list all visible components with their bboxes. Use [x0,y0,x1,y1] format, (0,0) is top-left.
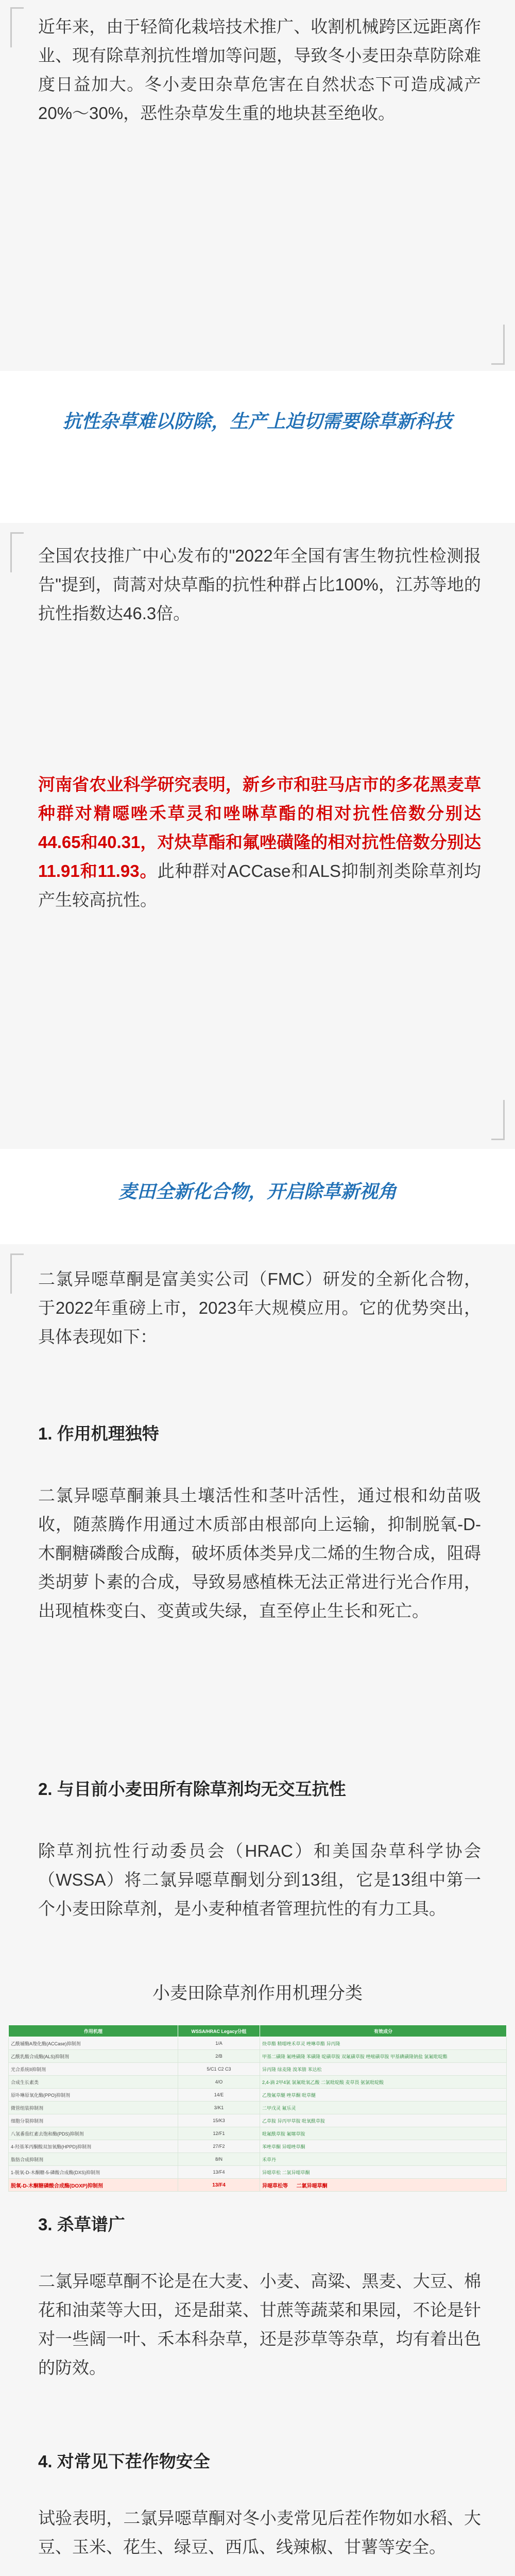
table-cell-actives: 甲基二磺隆 氟唑磺隆 苯磺隆 啶磺草胺 双氟磺草胺 唑嘧磺草胺 甲基碘磺隆钠盐 氯氟吡啶酯 [260,2050,507,2063]
table-cell-actives: 二甲戊灵 氟乐灵 [260,2102,507,2114]
resistance-rest-text: 此种群对ACCase和ALS抑制剂类除草剂均产生较高抗性。 [38,861,481,909]
table-cell-code: 12/F1 [178,2127,260,2140]
section-title-2-text: 麦田全新化合物，开启除草新视角 [118,1181,397,1202]
table-cell-mode: 乙酰辅酶A羧化酶(ACCase)抑制剂 [9,2037,178,2050]
table-footer-note-1: 异噁草松等 [262,2183,288,2189]
table-cell-code: 5/C1 C2 C3 [178,2063,260,2076]
feature-paragraph-4: 试验表明，二氯异噁草酮对冬小麦常见后茬作物如水稻、大豆、玉米、花生、绿豆、西瓜、线辣椒、甘薯等安全。 [38,2509,481,2556]
table-cell-mode: 1-脱氧-D-木酮糖-5-磷酸合成酶(DXS)抑制剂 [9,2166,178,2179]
bracket-right-2-bottom [491,1139,505,1140]
table-cell-code: 4/O [178,2076,260,2089]
table-cell-actives: 乙草胺 异丙甲草胺 吡氧酰草胺 [260,2114,507,2127]
table-row [9,2127,507,2140]
table-row [9,2166,507,2179]
table-cell-actives: 异丙隆 绿麦隆 溴苯腈 苯达松 [260,2063,507,2076]
bracket-right-bottom [491,363,505,365]
table-cell-actives: 苯唑草酮 异噁唑草酮 [260,2140,507,2153]
table-cell-mode: 乙酰乳酸合成酶(ALS)抑制剂 [9,2050,178,2063]
table-cell-actives: 禾草丹 [260,2153,507,2166]
table-cell-mode: 原卟啉原氧化酶(PPO)抑制剂 [9,2089,178,2102]
table-header-mode: 作用机理 [9,2025,178,2037]
table-cell-actives: 异噁草松 二氯异噁草酮 [260,2166,507,2179]
table-cell-mode: 合成生长素类 [9,2076,178,2089]
resistance-paragraph-1: 全国农技推广中心发布的"2022年全国有害生物抗性检测报告"提到，茼蒿对炔草酯的抗性种群占比100%，江苏等地的抗性指数达46.3倍。 [38,546,481,623]
table-cell-actives: 吡氟酰草胺 氟噻草胺 [260,2127,507,2140]
table-cell-code: 3/K1 [178,2102,260,2114]
feature-paragraph-3: 二氯异噁草酮不论是在大麦、小麦、高粱、黑麦、大豆、棉花和油菜等大田，还是甜菜、甘蔗等蔬菜和果园，不论是针对一些阔一叶、禾本科杂草，还是莎草等杂草，均有着出色的防效。 [38,2272,481,2377]
table-row [9,2076,507,2089]
table-cell-mode: 细胞分裂抑制剂 [9,2114,178,2127]
section-title-1-text: 抗性杂草难以防除，生产上迫切需要除草新科技 [62,411,452,432]
table-title: 小麦田除草剂作用机理分类 [152,1984,363,2003]
table-cell-mode: 八氢番茄红素去饱和酶(PDS)抑制剂 [9,2127,178,2140]
moa-table [8,2025,507,2192]
resistance-paragraph-2 [38,770,481,914]
table-row [9,2063,507,2076]
feature-heading-2: 2. 与目前小麦田所有除草剂均无交互抗性 [38,1780,346,1799]
table-cell-mode: 4-羟基苯丙酮酸双加氧酶(HPPD)抑制剂 [9,2140,178,2153]
bracket-right [503,325,505,365]
table-footer-note-2: 二氯异噁草酮 [296,2183,328,2189]
feature-heading-1: 1. 作用机理独特 [38,1424,159,1443]
feature-heading-4: 4. 对常见下茬作物安全 [38,2452,210,2471]
table-cell-code: 27/F2 [178,2140,260,2153]
table-cell-actives: 炔草酯 精噁唑禾草灵 唑啉草酯 异丙隆 [260,2037,507,2050]
table-cell-mode: 脂肪合成抑制剂 [9,2153,178,2166]
section-title-2 [0,1177,515,1206]
table-row [9,2114,507,2127]
table-cell-actives: 乙羧氟草醚 唑草酮 吡草醚 [260,2089,507,2102]
table-header-actives: 有效成分 [260,2025,507,2037]
section-title-1 [0,407,515,436]
table-cell-code: 2/B [178,2050,260,2063]
bracket-left [10,7,12,47]
table-row [9,2153,507,2166]
bracket-left-2 [10,532,12,572]
table-cell-code: 13/F4 [178,2166,260,2179]
table-cell-code: 1/A [178,2037,260,2050]
feature-paragraph-2: 除草剂抗性行动委员会（HRAC）和美国杂草科学协会（WSSA）将二氯异噁草酮划分到13组，它是13组中第一个小麦田除草剂，是小麦种植者管理抗性的有力工具。 [38,1841,481,1918]
table-cell-mode: 微管组装抑制剂 [9,2102,178,2114]
feature-heading-3: 3. 杀草谱广 [38,2215,125,2234]
bracket-left-3-top [10,1253,24,1255]
table-row [9,2102,507,2114]
table-cell-actives: 2,4-滴 2甲4氯 氯氟吡氧乙酸 二氯吡啶酸 麦草畏 氨氯吡啶酸 [260,2076,507,2089]
feature-paragraph-1: 二氯异噁草酮兼具土壤活性和茎叶活性，通过根和幼苗吸收，随蒸腾作用通过木质部由根部向上运输，抑制脱氧-D-木酮糖磷酸合成酶，破坏质体类异戊二烯的生物合成，阻碍类胡萝卜素的合成，导致易感植株无法正常进行光合作用，出现植株变白、变黄或失绿，直至停止生长和死亡。 [38,1486,481,1620]
table-cell-code: 14/E [178,2089,260,2102]
table-row [9,2037,507,2050]
product-intro: 二氯异噁草酮是富美实公司（FMC）研发的全新化合物，于2022年重磅上市，2023年大规模应用。它的优势突出，具体表现如下： [38,1269,481,1346]
bracket-right-2 [503,1100,505,1140]
table-header-code: WSSA/HRAC Legacy分组 [178,2025,260,2037]
resistance-block [0,523,515,1149]
table-footer-mode: 脱氧-D-木酮糖磷酸合成酶(DOXP)抑制剂 [9,2179,178,2192]
resistance-red-text: 河南省农业科学研究表明，新乡市和驻马店市的多花黑麦草种群对精噁唑禾草灵和唑啉草酯的相对抗性倍数分别达44.65和40.31，对炔草酯和氟唑磺隆的相对抗性倍数分别达11.91和11.93。 [38,775,481,880]
table-row [9,2050,507,2063]
bracket-left-top [10,7,24,9]
features-content [0,2190,515,2576]
bracket-left-2-top [10,532,24,534]
table-header-row [9,2025,507,2037]
intro-paragraph: 近年来，由于轻简化栽培技术推广、收割机械跨区远距离作业、现有除草剂抗性增加等问题，导致冬小麦田杂草防除难度日益加大。冬小麦田杂草危害在自然状态下可造成减产20%～30%，恶性杂草发生重的地块甚至绝收。 [38,17,481,123]
table-cell-mode: 光合系统II抑制剂 [9,2063,178,2076]
table-row [9,2140,507,2153]
table-footer-code: 13/F4 [178,2179,260,2192]
bracket-left-3 [10,1253,12,1294]
table-row [9,2089,507,2102]
intro-block [0,0,515,371]
table-cell-code: 8/N [178,2153,260,2166]
table-cell-code: 15/K3 [178,2114,260,2127]
